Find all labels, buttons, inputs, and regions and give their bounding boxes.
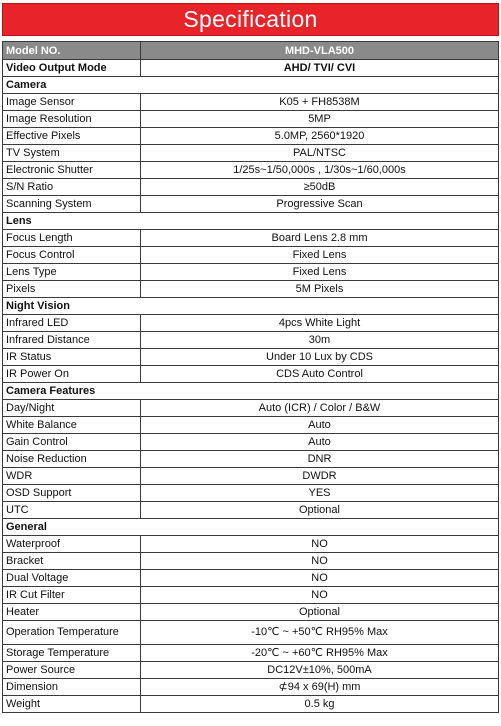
spec-row <box>3 281 499 298</box>
spec-row <box>3 502 499 519</box>
spec-label: Video Output Mode <box>3 60 141 77</box>
spec-value: Auto (ICR) / Color / B&W <box>141 400 499 417</box>
spec-label: Heater <box>3 604 141 621</box>
spec-label: Focus Length <box>3 230 141 247</box>
section-header-row <box>3 213 499 230</box>
spec-label: S/N Ratio <box>3 179 141 196</box>
section-header-row <box>3 383 499 400</box>
spec-label: WDR <box>3 468 141 485</box>
spec-value: PAL/NTSC <box>141 145 499 162</box>
spec-value: 4pcs White Light <box>141 315 499 332</box>
spec-sheet <box>2 3 499 713</box>
spec-row <box>3 230 499 247</box>
title-banner <box>2 3 499 36</box>
spec-label: Infrared Distance <box>3 332 141 349</box>
spec-value: Auto <box>141 417 499 434</box>
spec-label: Power Source <box>3 662 141 679</box>
spec-label: Day/Night <box>3 400 141 417</box>
spec-label: Image Sensor <box>3 94 141 111</box>
spec-label: IR Status <box>3 349 141 366</box>
spec-label: IR Power On <box>3 366 141 383</box>
spec-value: Auto <box>141 434 499 451</box>
spec-label: TV System <box>3 145 141 162</box>
spec-label: Effective Pixels <box>3 128 141 145</box>
spec-row <box>3 366 499 383</box>
spec-label: White Balance <box>3 417 141 434</box>
spec-row <box>3 485 499 502</box>
spec-value: Progressive Scan <box>141 196 499 213</box>
spec-row <box>3 536 499 553</box>
spec-label: Dual Voltage <box>3 570 141 587</box>
spec-value: NO <box>141 587 499 604</box>
spec-row <box>3 468 499 485</box>
spec-row <box>3 621 499 645</box>
spec-label: Infrared LED <box>3 315 141 332</box>
spec-table-body <box>3 42 499 713</box>
spec-value: 5MP <box>141 111 499 128</box>
section-title: Camera Features <box>3 383 499 400</box>
spec-row <box>3 264 499 281</box>
spec-label: Dimension <box>3 679 141 696</box>
spec-row <box>3 145 499 162</box>
spec-value: NO <box>141 553 499 570</box>
section-title: Night Vision <box>3 298 499 315</box>
spec-row <box>3 179 499 196</box>
spec-row <box>3 417 499 434</box>
spec-label: Weight <box>3 696 141 713</box>
model-header-row <box>3 42 499 60</box>
spec-value: 5M Pixels <box>141 281 499 298</box>
spec-value: DWDR <box>141 468 499 485</box>
page-title: Specification <box>183 6 318 32</box>
spec-row <box>3 451 499 468</box>
section-header-row <box>3 298 499 315</box>
spec-label: UTC <box>3 502 141 519</box>
spec-value: ≥50dB <box>141 179 499 196</box>
spec-label: Gain Control <box>3 434 141 451</box>
spec-row <box>3 332 499 349</box>
spec-row <box>3 434 499 451</box>
spec-row <box>3 400 499 417</box>
spec-table <box>2 41 499 713</box>
spec-label: Operation Temperature <box>3 621 141 645</box>
spec-row <box>3 60 499 77</box>
section-title: Lens <box>3 213 499 230</box>
spec-value: DC12V±10%, 500mA <box>141 662 499 679</box>
spec-value: 5.0MP, 2560*1920 <box>141 128 499 145</box>
spec-row <box>3 587 499 604</box>
spec-label: OSD Support <box>3 485 141 502</box>
spec-label: Lens Type <box>3 264 141 281</box>
spec-row <box>3 247 499 264</box>
spec-row <box>3 679 499 696</box>
spec-value: -10℃ ~ +50℃ RH95% Max <box>141 621 499 645</box>
spec-value: YES <box>141 485 499 502</box>
spec-value: 30m <box>141 332 499 349</box>
spec-label: Image Resolution <box>3 111 141 128</box>
spec-value: CDS Auto Control <box>141 366 499 383</box>
spec-value: AHD/ TVI/ CVI <box>141 60 499 77</box>
spec-row <box>3 349 499 366</box>
spec-row <box>3 604 499 621</box>
model-label: Model NO. <box>3 42 141 60</box>
spec-row <box>3 128 499 145</box>
spec-row <box>3 696 499 713</box>
section-title: Camera <box>3 77 499 94</box>
spec-value: DNR <box>141 451 499 468</box>
spec-value: ⊄94 x 69(H) mm <box>141 679 499 696</box>
spec-value: 1/25s~1/50,000s , 1/30s~1/60,000s <box>141 162 499 179</box>
section-header-row <box>3 519 499 536</box>
spec-label: Electronic Shutter <box>3 162 141 179</box>
spec-label: Focus Control <box>3 247 141 264</box>
spec-label: Scanning System <box>3 196 141 213</box>
spec-value: K05 + FH8538M <box>141 94 499 111</box>
spec-value: Board Lens 2.8 mm <box>141 230 499 247</box>
spec-label: Waterproof <box>3 536 141 553</box>
spec-label: Storage Temperature <box>3 645 141 662</box>
spec-row <box>3 111 499 128</box>
spec-value: -20℃ ~ +60℃ RH95% Max <box>141 645 499 662</box>
spec-value: Fixed Lens <box>141 247 499 264</box>
spec-value: Fixed Lens <box>141 264 499 281</box>
spec-row <box>3 662 499 679</box>
spec-row <box>3 645 499 662</box>
spec-label: IR Cut Filter <box>3 587 141 604</box>
model-value: MHD-VLA500 <box>141 42 499 60</box>
spec-row <box>3 553 499 570</box>
spec-label: Noise Reduction <box>3 451 141 468</box>
spec-value: Optional <box>141 502 499 519</box>
spec-value: 0.5 kg <box>141 696 499 713</box>
spec-value: NO <box>141 536 499 553</box>
spec-row <box>3 162 499 179</box>
spec-row <box>3 570 499 587</box>
spec-row <box>3 196 499 213</box>
spec-row <box>3 94 499 111</box>
spec-value: Optional <box>141 604 499 621</box>
spec-value: NO <box>141 570 499 587</box>
spec-value: Under 10 Lux by CDS <box>141 349 499 366</box>
section-header-row <box>3 77 499 94</box>
spec-label: Bracket <box>3 553 141 570</box>
spec-row <box>3 315 499 332</box>
spec-label: Pixels <box>3 281 141 298</box>
section-title: General <box>3 519 499 536</box>
